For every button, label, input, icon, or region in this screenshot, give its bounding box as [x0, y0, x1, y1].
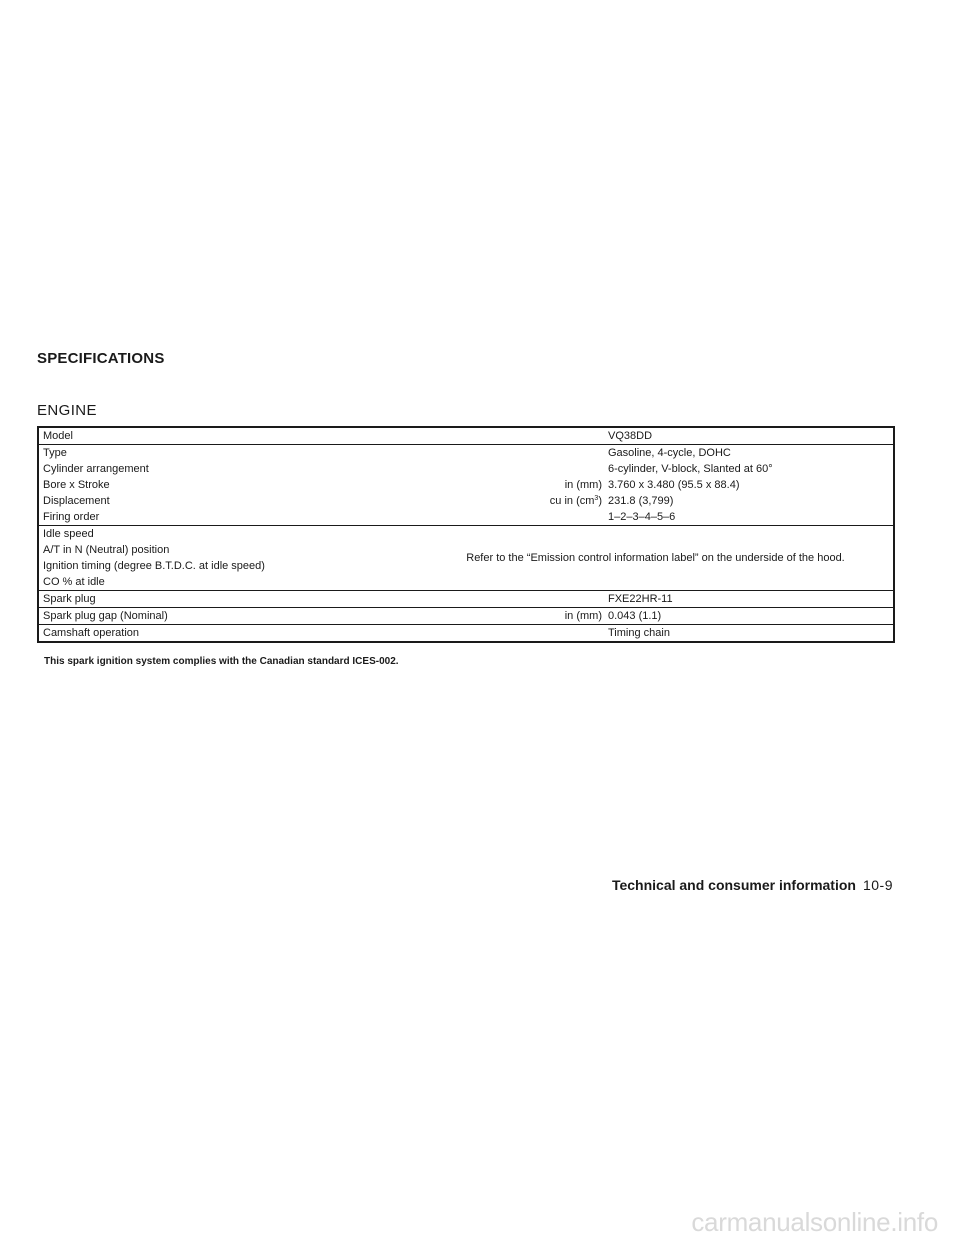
spec-value: 1–2–3–4–5–6 — [608, 511, 676, 523]
spec-unit: in (mm) — [418, 608, 605, 625]
spec-value: 231.8 (3,799) — [608, 495, 674, 507]
spec-value: 6-cylinder, V-block, Slanted at 60° — [608, 463, 773, 475]
spec-label: Spark plug gap (Nominal) — [38, 608, 418, 625]
engine-heading: ENGINE — [37, 402, 97, 419]
spec-unit — [418, 591, 605, 608]
spec-label: Spark plug — [38, 591, 418, 608]
row-spark-plug — [38, 591, 894, 608]
spec-value: 3.760 x 3.480 (95.5 x 88.4) — [608, 479, 740, 491]
section-heading: SPECIFICATIONS — [37, 350, 165, 367]
page-footer — [612, 877, 893, 893]
unit-prefix: cu in (cm — [549, 495, 595, 507]
spec-label: Type — [38, 445, 418, 462]
spec-unit — [418, 445, 605, 462]
spec-label: Displacement — [43, 495, 110, 507]
spec-value: FXE22HR-11 — [605, 591, 894, 608]
row-spark-plug-gap — [38, 608, 894, 625]
spec-label: CO % at idle — [43, 576, 105, 588]
row-firing-order — [38, 509, 894, 526]
spec-unit — [418, 461, 605, 477]
row-idle-speed — [38, 526, 894, 543]
spec-value: VQ38DD — [608, 430, 653, 442]
spec-label: Camshaft operation — [38, 625, 418, 643]
row-camshaft-operation — [38, 625, 894, 643]
watermark: carmanualsonline.info — [691, 1207, 938, 1237]
spec-label: Ignition timing (degree B.T.D.C. at idle speed) — [43, 560, 265, 572]
row-cylinder-arrangement — [38, 461, 894, 477]
row-displacement — [38, 493, 894, 509]
unit-suffix: ) — [598, 495, 602, 507]
spec-value: 0.043 (1.1) — [605, 608, 894, 625]
spec-value: Gasoline, 4-cycle, DOHC — [605, 445, 894, 462]
spec-label: A/T in N (Neutral) position — [43, 544, 170, 556]
spec-label: Bore x Stroke — [43, 479, 110, 491]
spec-unit: in (mm) — [564, 479, 602, 491]
spec-unit — [418, 427, 605, 445]
spec-label: Model — [43, 430, 73, 442]
compliance-footnote: This spark ignition system complies with the Canadian standard ICES-002. — [44, 656, 399, 667]
spec-unit — [418, 625, 605, 643]
engine-spec-table — [37, 426, 895, 643]
spec-label: Firing order — [43, 511, 100, 523]
emission-label-note: Refer to the “Emission control information label” on the underside of the hood. — [418, 526, 894, 591]
spec-value: Timing chain — [605, 625, 894, 643]
page-number: 10-9 — [862, 877, 893, 893]
unit-superscript: 3 — [594, 495, 599, 502]
row-bore-stroke — [38, 477, 894, 493]
row-type — [38, 445, 894, 462]
row-model — [38, 427, 894, 445]
chapter-title: Technical and consumer information — [611, 877, 856, 893]
spec-unit — [418, 493, 605, 509]
spec-label: Idle speed — [38, 526, 418, 543]
spec-unit — [418, 509, 605, 526]
spec-label: Cylinder arrangement — [43, 463, 149, 475]
